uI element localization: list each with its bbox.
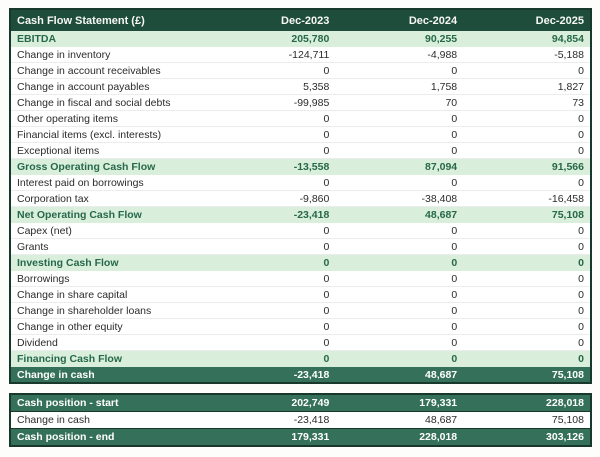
row-label: Cash position - end <box>10 429 208 447</box>
row-label: Change in shareholder loans <box>10 303 208 319</box>
row-value: 0 <box>208 255 336 271</box>
row-value: 0 <box>463 351 591 367</box>
row-label: Change in inventory <box>10 47 208 63</box>
row-value: 87,094 <box>335 159 463 175</box>
row-label: Capex (net) <box>10 223 208 239</box>
row-value: 0 <box>463 287 591 303</box>
table-row <box>10 367 591 384</box>
table-row <box>10 95 591 111</box>
row-value: 75,108 <box>463 207 591 223</box>
row-value: 202,749 <box>208 394 336 412</box>
row-value: 0 <box>463 335 591 351</box>
row-value: 48,687 <box>335 367 463 384</box>
row-value: 48,687 <box>335 207 463 223</box>
table-row <box>10 79 591 95</box>
table-row <box>10 429 591 447</box>
table-row <box>10 335 591 351</box>
row-value: -23,418 <box>208 412 336 429</box>
row-value: 0 <box>208 127 336 143</box>
row-value: 0 <box>335 287 463 303</box>
table-row <box>10 351 591 367</box>
row-value: -99,985 <box>208 95 336 111</box>
row-value: 0 <box>208 303 336 319</box>
row-value: -13,558 <box>208 159 336 175</box>
row-value: 0 <box>463 127 591 143</box>
row-value: 75,108 <box>463 367 591 384</box>
row-value: 0 <box>463 223 591 239</box>
row-value: 0 <box>335 271 463 287</box>
row-value: 48,687 <box>335 412 463 429</box>
table-row <box>10 111 591 127</box>
row-label: Change in share capital <box>10 287 208 303</box>
table-row <box>10 239 591 255</box>
row-value: 1,827 <box>463 79 591 95</box>
table-row <box>10 271 591 287</box>
table-row <box>10 127 591 143</box>
row-value: 0 <box>335 175 463 191</box>
table-row <box>10 223 591 239</box>
row-value: 75,108 <box>463 412 591 429</box>
cash-position-table <box>9 393 592 447</box>
row-value: 179,331 <box>335 394 463 412</box>
column-header-dec-2023: Dec-2023 <box>208 9 336 31</box>
row-value: 0 <box>208 223 336 239</box>
row-label: Change in cash <box>10 367 208 384</box>
row-value: 0 <box>463 175 591 191</box>
cash-flow-table <box>9 8 592 384</box>
row-value: -38,408 <box>335 191 463 207</box>
row-value: 94,854 <box>463 31 591 47</box>
table-row <box>10 143 591 159</box>
row-value: 0 <box>208 111 336 127</box>
row-value: 0 <box>208 271 336 287</box>
row-value: 0 <box>208 63 336 79</box>
row-value: 0 <box>208 143 336 159</box>
row-value: 228,018 <box>463 394 591 412</box>
row-value: 0 <box>463 255 591 271</box>
row-value: -4,988 <box>335 47 463 63</box>
row-value: 303,126 <box>463 429 591 447</box>
row-label: Gross Operating Cash Flow <box>10 159 208 175</box>
row-value: 0 <box>208 319 336 335</box>
column-header-dec-2025: Dec-2025 <box>463 9 591 31</box>
row-label: Other operating items <box>10 111 208 127</box>
row-value: 0 <box>335 239 463 255</box>
table-title: Cash Flow Statement (£) <box>10 9 208 31</box>
row-value: -23,418 <box>208 207 336 223</box>
row-value: 90,255 <box>335 31 463 47</box>
row-value: 0 <box>335 223 463 239</box>
row-value: 205,780 <box>208 31 336 47</box>
row-value: 0 <box>335 127 463 143</box>
table-row <box>10 159 591 175</box>
row-label: Cash position - start <box>10 394 208 412</box>
row-label: Corporation tax <box>10 191 208 207</box>
row-value: 0 <box>335 303 463 319</box>
row-value: 0 <box>335 63 463 79</box>
row-value: 0 <box>463 271 591 287</box>
table-row <box>10 207 591 223</box>
column-header-dec-2024: Dec-2024 <box>335 9 463 31</box>
row-value: -124,711 <box>208 47 336 63</box>
table-row <box>10 287 591 303</box>
row-value: 0 <box>208 175 336 191</box>
table-row <box>10 47 591 63</box>
row-value: 179,331 <box>208 429 336 447</box>
row-value: 0 <box>208 335 336 351</box>
row-value: 70 <box>335 95 463 111</box>
row-label: Borrowings <box>10 271 208 287</box>
row-value: 0 <box>208 287 336 303</box>
row-value: -9,860 <box>208 191 336 207</box>
row-value: 0 <box>463 239 591 255</box>
table-row <box>10 319 591 335</box>
row-label: Grants <box>10 239 208 255</box>
table-row <box>10 191 591 207</box>
row-label: Interest paid on borrowings <box>10 175 208 191</box>
row-value: 0 <box>335 143 463 159</box>
row-label: Change in other equity <box>10 319 208 335</box>
row-label: Dividend <box>10 335 208 351</box>
table-row <box>10 394 591 412</box>
row-value: 0 <box>463 303 591 319</box>
row-label: Change in fiscal and social debts <box>10 95 208 111</box>
row-value: 0 <box>335 335 463 351</box>
row-label: Change in account payables <box>10 79 208 95</box>
row-label: Net Operating Cash Flow <box>10 207 208 223</box>
row-label: Financial items (excl. interests) <box>10 127 208 143</box>
table-row <box>10 31 591 47</box>
row-value: 0 <box>335 351 463 367</box>
table-row <box>10 63 591 79</box>
row-value: -5,188 <box>463 47 591 63</box>
table-header-row <box>10 9 591 31</box>
row-value: -23,418 <box>208 367 336 384</box>
row-value: 0 <box>335 255 463 271</box>
row-label: Change in account receivables <box>10 63 208 79</box>
table-row <box>10 412 591 429</box>
row-value: 91,566 <box>463 159 591 175</box>
row-label: Change in cash <box>10 412 208 429</box>
row-value: 1,758 <box>335 79 463 95</box>
row-label: EBITDA <box>10 31 208 47</box>
row-value: 0 <box>463 63 591 79</box>
row-value: 0 <box>208 239 336 255</box>
row-label: Financing Cash Flow <box>10 351 208 367</box>
row-label: Investing Cash Flow <box>10 255 208 271</box>
row-value: 0 <box>463 111 591 127</box>
row-label: Exceptional items <box>10 143 208 159</box>
row-value: 0 <box>463 319 591 335</box>
row-value: 5,358 <box>208 79 336 95</box>
row-value: 73 <box>463 95 591 111</box>
table-row <box>10 255 591 271</box>
row-value: 0 <box>335 319 463 335</box>
row-value: 228,018 <box>335 429 463 447</box>
table-row <box>10 303 591 319</box>
row-value: -16,458 <box>463 191 591 207</box>
row-value: 0 <box>208 351 336 367</box>
row-value: 0 <box>463 143 591 159</box>
row-value: 0 <box>335 111 463 127</box>
table-row <box>10 175 591 191</box>
